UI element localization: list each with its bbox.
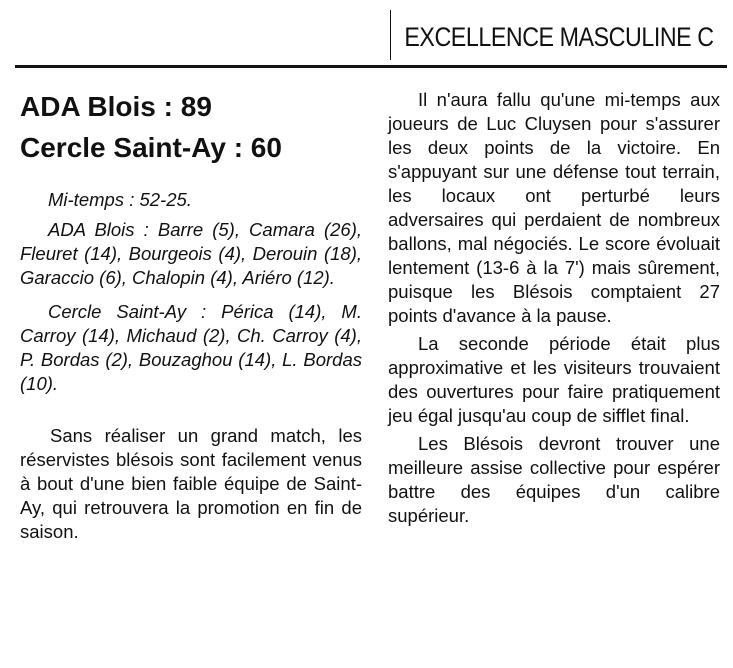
- article-paragraph-1: Sans réaliser un grand match, les réservistes blésois sont facilement venus à bout d'une bien faible équipe de Saint-Ay, qui retrouvera la promotion en fin de saison.: [20, 425, 362, 542]
- section-header: [394, 12, 724, 58]
- right-column: [388, 88, 720, 532]
- header-divider-vertical: [390, 10, 391, 60]
- roster-home: ADA Blois : Barre (5), Camara (26), Fleuret (14), Bourgeois (4), Derouin (18), Garaccio (6), Chalopin (4), Ariéro (12).: [20, 219, 362, 288]
- article-paragraph-3: La seconde période était plus approximative et les visiteurs trouvaient des ouvertures pour faire pratiquement jeu égal jusqu'au coup de sifflet final.: [388, 333, 720, 426]
- halftime-score: Mi-temps : 52-25.: [48, 189, 192, 210]
- headline-away-score: Cercle Saint-Ay : 60: [20, 132, 282, 163]
- headline-home-score: ADA Blois : 89: [20, 91, 212, 122]
- roster-away: Cercle Saint-Ay : Périca (14), M. Carroy (14), Michaud (2), Ch. Carroy (4), P. Bordas (2), Bouzaghou (14), L. Bordas (10).: [20, 301, 362, 394]
- article-paragraph-4: Les Blésois devront trouver une meilleure assise collective pour espérer battre des équipes d'un calibre supérieur.: [388, 433, 720, 526]
- section-title: EXCELLENCE MASCULINE C: [404, 22, 714, 52]
- header-divider-horizontal: [15, 65, 727, 68]
- article-paragraph-2: Il n'aura fallu qu'une mi-temps aux joueurs de Luc Cluysen pour s'assurer les deux points de la victoire. En s'appuyant sur une défense tout terrain, les locaux ont perturbé leurs adversaires qui perdaient de nombreux ballons, mal négociés. Le score évoluait lentement (13-6 à la 7') mais sûrement, puisque les Blésois comptaient 27 points d'avance à la pause.: [388, 89, 720, 326]
- left-column: [20, 86, 362, 548]
